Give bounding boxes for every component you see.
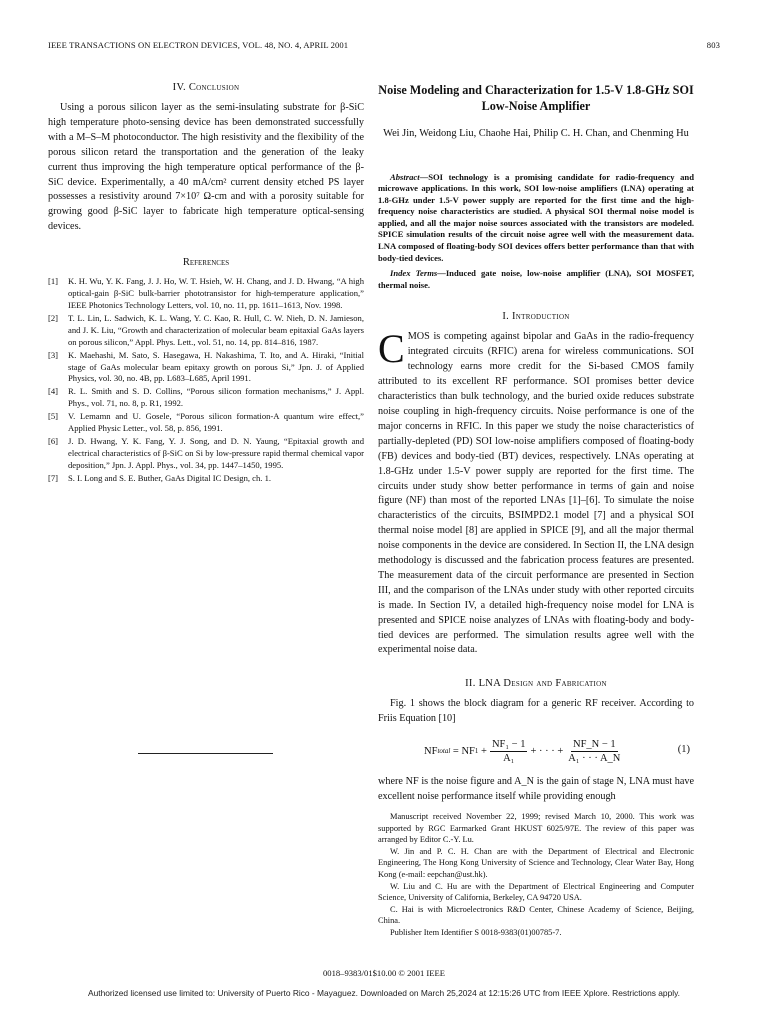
reference-text: K. Maehashi, M. Sato, S. Hasegawa, H. Nakashima, T. Ito, and A. Hiraki, “Initial stage of GaAs molecular beam epitaxy growth on porous Si,” Jpn. J. of Applied Physics, vol. 30, no. 4B, pp. L683–L685, April 1991. (68, 349, 364, 384)
right-column (378, 82, 694, 939)
eq-lhs: NF (424, 745, 438, 757)
page-number: 803 (706, 40, 720, 50)
section-2-paragraph: Fig. 1 shows the block diagram for a generic RF receiver. According to Friis Equation [10] (378, 698, 694, 725)
friis-equation (378, 733, 694, 769)
footnote-divider (138, 753, 273, 754)
reference-item (48, 276, 364, 312)
reference-text: T. L. Lin, L. Sadwich, K. L. Wang, Y. C. Kao, R. Hull, C. W. Nieh, D. N. Jamieson, and J. K. Liu, “Growth and characterization of molecular beam epitaxial GaAs layers on porous silicon,” Appl. Phys. Lett., vol. 51, no. 14, pp. 814–816, 1987. (68, 312, 364, 347)
eq-fraction-2 (566, 739, 622, 764)
eq-nf1-subscript: 1 (474, 747, 479, 756)
paper-title: Noise Modeling and Characterization for 1.5-V 1.8-GHz SOI Low-Noise Amplifier (378, 83, 694, 113)
footnote: C. Hai is with Microelectronics R&D Center, Chinese Academy of Science, Beijing, China. (378, 904, 694, 926)
section-2-heading (378, 678, 694, 689)
journal-header: IEEE TRANSACTIONS ON ELECTRON DEVICES, VOL. 48, NO. 4, APRIL 2001 (48, 40, 349, 50)
reference-item (48, 411, 364, 435)
reference-number: [2] (48, 312, 59, 323)
introduction-heading (378, 311, 694, 322)
eq-fraction-2-denominator: A₁ · · · A_N (568, 752, 621, 764)
reference-item (48, 350, 364, 386)
eq-fraction-1-denominator: A₁ (503, 752, 515, 764)
conclusion-heading-text: Conclusion (188, 82, 240, 93)
eq-dots: + · · · + (530, 745, 564, 757)
reference-text: R. L. Smith and S. D. Collins, “Porous silicon formation mechanisms,” J. Appl. Phys., vol. 71, no. 8, p. R1, 1992. (68, 386, 364, 409)
eq-fraction-1 (490, 739, 528, 764)
eq-fraction-1-numerator: NF₁ − 1 (491, 738, 526, 750)
reference-number: [1] (48, 276, 59, 287)
drop-cap: C (378, 326, 405, 372)
abstract-label: Abstract— (390, 171, 429, 182)
section-2-heading-number: II. (465, 678, 476, 690)
copyright-code: 0018–9383/01$10.00 © 2001 IEEE (322, 968, 446, 978)
abstract (378, 172, 694, 265)
eq-equals-nf: = NF (452, 745, 475, 757)
footnote: W. Liu and C. Hu are with the Department of Electrical Engineering and Computer Science, University of California, Berkeley, CA 94720 USA. (378, 881, 694, 903)
footnote: Publisher Item Identifier S 0018-9383(01)00785-7. (390, 927, 562, 937)
references-list (48, 276, 364, 484)
reference-item (48, 436, 364, 472)
introduction-paragraph (378, 326, 694, 658)
equation-body (424, 733, 625, 769)
paper-authors: Wei Jin, Weidong Liu, Chaohe Hai, Philip C. H. Chan, and Chenming Hu (383, 128, 689, 139)
section-2-heading-text: LNA Design and Fabrication (478, 678, 607, 690)
index-terms (378, 268, 694, 291)
reference-item (48, 386, 364, 410)
equation-number: (1) (677, 744, 690, 756)
reference-item (48, 473, 364, 485)
reference-text: S. I. Long and S. E. Buther, GaAs Digital IC Design, ch. 1. (68, 472, 272, 483)
reference-text: J. D. Hwang, Y. K. Fang, Y. J. Song, and D. N. Yaung, “Epitaxial growth and electrical characteristics of β-SiC on Si by low-pressure rapid thermal chemical vapor deposition,” Jpn. J. Appl. Phys., vol. 34, pp. 1447–1450, 1995. (68, 435, 364, 470)
reference-item (48, 313, 364, 349)
reference-number: [5] (48, 411, 59, 422)
reference-text: V. Lemamn and U. Gosele, “Porous silicon formation-A quantum wire effect,” Applied Physic Letter., vol. 58, p. 856, 1991. (68, 411, 364, 434)
footnote: Manuscript received November 22, 1999; revised March 10, 2000. This work was supported by RGC Earmarked Grant HKUST 6025/97E. The review of this paper was arranged by Editor C.-Y. Lu. (378, 812, 694, 845)
reference-number: [4] (48, 386, 59, 397)
conclusion-heading-number: IV. (172, 82, 186, 93)
introduction-heading-text: Introduction (512, 311, 570, 323)
introduction-text: MOS is competing against bipolar and GaAs in the radio-frequency integrated circuits (RFIC) arena for wireless communications. SOI technology earns more credit for the Si-based CMOS family attributed to its excellent RF performance. SOI promises better device characteristics than bulk technology, and the buried oxide reduces substrate noise coupling in high-frequency circuits. Noise performance is one of the major concerns in RFIC. In this paper we study the noise characteristics of partially-depleted (PD) SOI low-noise amplifiers composed of floating-body (FB) devices and body-tied (BT) devices, respectively. LNAs operating at 1.8-GHz under 1.5-V power supply are reported for the first time. The circuits under study show better performance in terms of gain and noise figure (NF) than most of the reported LNAs [1]–[6]. To simulate the noise characteristics of the circuits, BSIMPD2.1 model [7] and a physical SOI thermal noise model [8] are applied in SPICE [9], and all the major thermal noise components in the device are considered. In Section II, the LNA design methodology is discussed and the fabrication process features are presented. The measurement data of the circuit performance are presented in Section III, and the comparison of the LNAs under study with other reported circuits is made. In Section IV, a detailed high-frequency noise model for LNA is presented and SPICE noise analyzes of LNAs with floating-body and body-tied devices are performed. The simulation results agree well with the experimental noise data. (378, 331, 694, 656)
reference-number: [6] (48, 435, 59, 446)
index-terms-label: Index Terms— (390, 268, 446, 279)
left-column (48, 82, 364, 486)
abstract-text: SOI technology is a promising candidate for radio-frequency and microwave applications. In this work, SOI low-noise amplifiers (LNA) operating at 1.8-GHz under 1.5-V power supply are reported for the first time and the high-frequency noise characteristics are studied. A physical SOI thermal noise model is applied, and all the major noise sources associated with the transistors are modeled. SPICE simulation results of the circuit noise agree well with the measurement data. LNA composed of floating-body SOI devices offers better performance than that with body-tied devices. (378, 171, 694, 263)
license-notice: Authorized licensed use limited to: University of Puerto Rico - Mayaguez. Downloaded on March 25,2024 at 12:15:26 UTC from IEEE Xplore. Restrictions apply. (88, 988, 680, 998)
eq-plus: + (481, 745, 487, 757)
index-terms-text: Induced gate noise, low-noise amplifier (LNA), SOI MOSFET, thermal noise. (378, 268, 695, 290)
reference-number: [3] (48, 349, 59, 360)
eq-fraction-2-numerator: NF_N − 1 (572, 738, 616, 750)
section-2-continuation: where NF is the noise figure and A_N is the gain of stage N, LNA must have excellent noise performance itself while providing enough (378, 776, 694, 803)
reference-number: [7] (48, 472, 59, 483)
conclusion-heading (48, 82, 364, 93)
eq-lhs-subscript: total (437, 747, 451, 756)
reference-text: K. H. Wu, Y. K. Fang, J. J. Ho, W. T. Hsieh, W. H. Chang, and J. D. Hwang, “A high optical-gain β-SiC bulk-barrier phototransistor for high-temperature application,” IEEE Photonics Technology Letters, vol. 10, no. 11, pp. 1611–1613, Nov. 1998. (68, 276, 364, 310)
introduction-heading-number: I. (502, 311, 510, 323)
conclusion-paragraph: Using a porous silicon layer as the semi-insulating substrate for β-SiC high temperature photo-sensing device has been demonstrated successfully with a M–S–M photoconductor. The high resistivity and the flexibility of the porous silicon retard the transportation and the generation of the leaky current thus improving the high temperature optical performance of the β-SiC device. Experimentally, a 40 mA/cm² current density etched PS layer possesses a resistivity around 7×10⁷ Ω-cm and with a porosity suitable for growing good β-SiC layer to fabricate high temperature optical-sensing devices. (48, 102, 364, 233)
footnotes (378, 811, 694, 939)
footnote: W. Jin and P. C. H. Chan are with the Department of Electrical and Electronic Engineering, The Hong Kong University of Science and Technology, Clear Water Bay, Hong Kong (e-mail: eepchan@ust.hk). (378, 846, 694, 879)
references-heading: References (182, 257, 230, 269)
